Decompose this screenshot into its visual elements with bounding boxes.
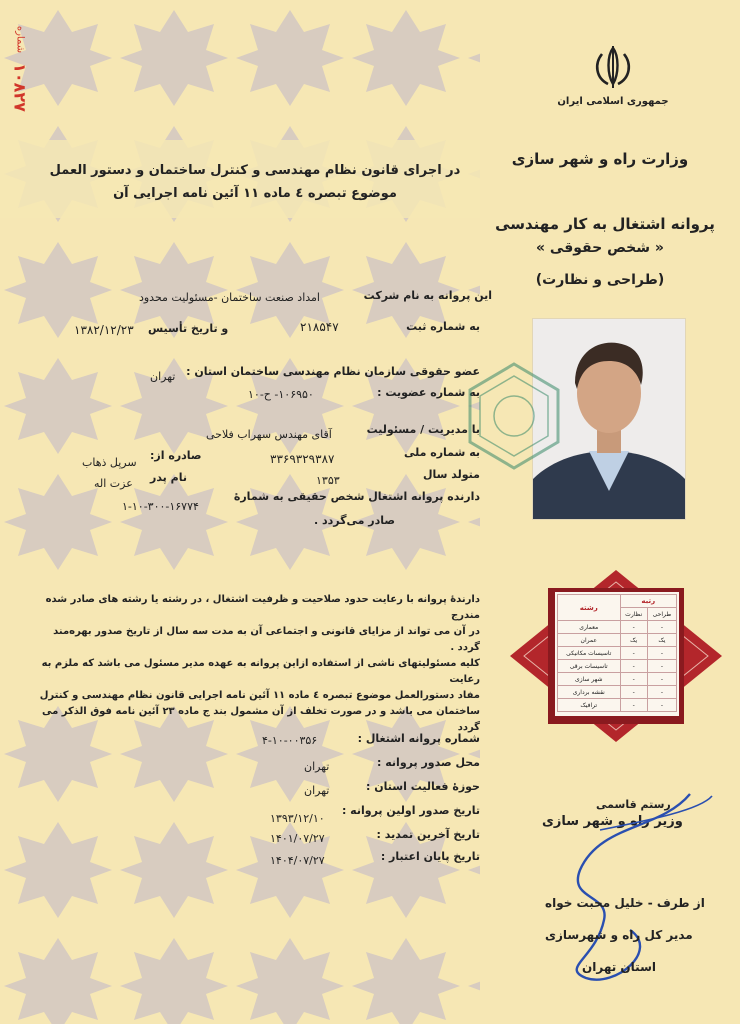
company-name-label: این پروانه به نام شرکت [363, 289, 492, 302]
detail-label: تاریخ صدور اولین پروانه : [341, 804, 480, 817]
birth-year-label: متولد سال [422, 468, 480, 481]
serial-number [10, 25, 32, 148]
table-row: - - تاسیسات برقی [558, 660, 677, 673]
detail-label: محل صدور پروانه : [377, 756, 480, 769]
legal-paragraph [30, 592, 480, 736]
manager-value: آقای مهندس سهراب فلاحی [206, 428, 332, 441]
behalf-line-3: استان تهران [582, 960, 656, 974]
detail-label: تاریخ پایان اعتبار : [380, 850, 480, 863]
table-row: - - تاسیسات مکانیکی [558, 647, 677, 660]
member-value: تهران [150, 370, 176, 383]
table-row: - - معماری [558, 621, 677, 634]
paragraph-line: دارندهٔ پروانه با رعایت حدود صلاحیت و ظرفیت اشتغال ، در رشته یا رشته های صادر شده مندرج [45, 594, 480, 621]
issued-from-label: صادره از: [150, 449, 202, 462]
design-subheader: طراحی [647, 608, 676, 621]
detail-label: شماره پروانه اشتغال : [357, 732, 480, 745]
detail-value: ۴-۱۰-۰۰۳۵۶ [262, 734, 318, 747]
registration-label: به شماره ثبت [406, 320, 480, 333]
behalf-line-1: از طرف - خلیل محبت خواه [545, 896, 705, 910]
minister-name: رستم قاسمی [596, 798, 671, 811]
membership-value: ۱۰۶۹۵۰- ح-۱۰ [248, 388, 314, 401]
behalf-line-2: مدیر کل راه و شهرسازی [545, 928, 693, 942]
law-line-2: موضوع تبصره ٤ ماده ١١ آئین نامه اجرایی آن [113, 186, 397, 201]
table-row: - - نقشه برداری [558, 686, 677, 699]
detail-label: حوزهٔ فعالیت استان : [366, 780, 480, 793]
birth-year-value: ۱۳۵۳ [316, 474, 340, 487]
detail-value: تهران [304, 760, 330, 773]
table-row: - - ترافیک [558, 699, 677, 712]
paragraph-line: مفاد دستورالعمل موضوع تبصره ٤ ماده ١١ آئین نامه اجرایی قانون نظام مهندسی و کنترل [39, 690, 480, 701]
entity-type: « شخص حقوقی » [536, 240, 664, 256]
table-row: - - شهر سازی [558, 673, 677, 686]
establishment-value: ۱۳۸۲/۱۲/۲۳ [74, 323, 134, 337]
establishment-label: و تاریخ تأسیس [148, 322, 229, 335]
paragraph-line: ساختمان می باشد و در صورت تخلف از آن مشمول بند ج ماده ۲۳ آئین نامه فوق الذکر می گردد [41, 706, 480, 733]
country-name: جمهوری اسلامی ایران [557, 96, 669, 107]
national-id-label: به شماره ملی [403, 446, 480, 459]
grades-table [557, 594, 677, 712]
paragraph-line: در آن می تواند از مزایای قانونی و اجتماعی آن به مدت سه سال از تاریخ صدور بهره‌مند گردد . [53, 626, 480, 653]
holder-text: دارنده پروانه اشتغال شخص حقیقی به شمارهٔ [233, 490, 480, 503]
detail-value: تهران [304, 784, 330, 797]
table-row: یک یک عمران [558, 634, 677, 647]
holder-license-number: ۱-۱۰-۳۰۰-۱۶۷۷۴ [122, 500, 199, 513]
national-id-value: ۳۳۶۹۳۲۹۳۸۷ [270, 452, 335, 466]
detail-value: ۱۴۰۱/۰۷/۲۷ [270, 832, 325, 845]
iran-emblem-icon [590, 44, 636, 90]
supervision-subheader: نظارت [620, 608, 647, 621]
registration-value: ۲۱۸۵۴۷ [300, 320, 339, 334]
member-label: عضو حقوقی سازمان نظام مهندسی ساختمان استان : [186, 365, 480, 378]
manager-label: با مدیریت / مسئولیت [366, 423, 480, 436]
license-title: پروانه اشتغال به کار مهندسی [495, 215, 715, 233]
law-line-1: در اجرای قانون نظام مهندسی و کنترل ساختمان و دستور العمل [49, 163, 461, 178]
paragraph-line: کلیه مسئولیتهای ناشی از استفاده ازاین پروانه به عهده مدیر مسئول می باشد که ملزم به رعایت [41, 658, 480, 685]
serial-label: شماره [14, 25, 26, 54]
issued-end-text: صادر می‌گردد . [313, 514, 395, 527]
company-name-value: امداد صنعت ساختمان -مسئولیت محدود [138, 291, 320, 304]
membership-label: به شماره عضویت : [377, 386, 480, 399]
detail-value: ۱۴۰۴/۰۷/۲۷ [270, 854, 325, 867]
father-name-value: عزت اله [94, 477, 133, 490]
detail-label: تاریخ آخرین تمدید : [376, 828, 480, 841]
grade-header: رتبه [620, 595, 677, 608]
ministry-title: وزارت راه و شهر سازی [511, 150, 689, 168]
grades-table-card [555, 592, 679, 716]
license-scope: (طراحی و نظارت) [535, 272, 665, 288]
issued-from-value: سرپل ذهاب [82, 456, 137, 469]
father-name-label: نام پدر [150, 471, 187, 484]
official-stamp-icon [458, 360, 570, 472]
minister-title: وزیر راه و شهر سازی [542, 814, 683, 829]
serial-value: ۱۰۸۲۷ [10, 63, 30, 112]
field-header: رشته [558, 595, 621, 621]
detail-value: ۱۳۹۳/۱۲/۱۰ [270, 812, 325, 825]
